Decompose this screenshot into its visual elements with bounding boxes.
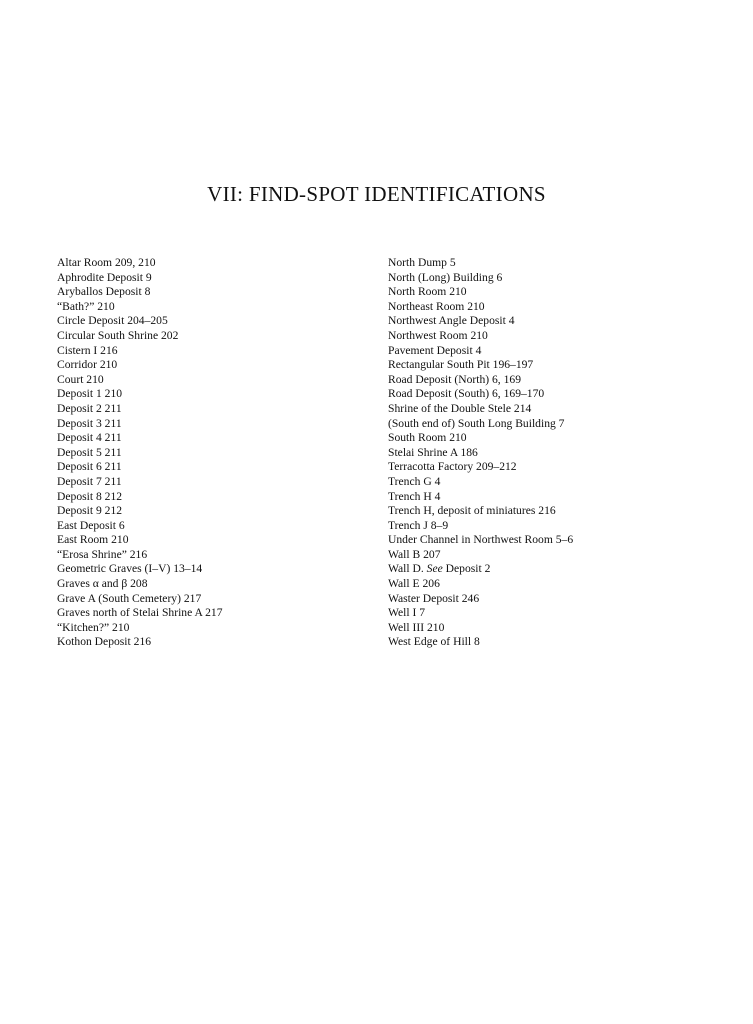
- index-entry: Northeast Room 210: [388, 299, 485, 313]
- index-entry: North Dump 5: [388, 256, 456, 269]
- index-entry: “Kitchen?” 210: [57, 620, 130, 634]
- index-entry: North Room 210: [388, 285, 467, 299]
- index-entry: Deposit 6 211: [57, 460, 122, 474]
- index-entry: Road Deposit (South) 6, 169–170: [388, 387, 545, 401]
- index-entry: Altar Room 209, 210: [57, 256, 156, 269]
- index-entry: “Bath?” 210: [57, 299, 115, 313]
- index-entry: Terracotta Factory 209–212: [388, 460, 517, 474]
- index-column-right: [388, 256, 718, 650]
- index-entry: Geometric Graves (I–V) 13–14: [57, 562, 203, 576]
- index-entry: Deposit 1 210: [57, 387, 123, 401]
- index-entry: Grave A (South Cemetery) 217: [57, 591, 202, 605]
- index-entry: Trench J 8–9: [388, 518, 449, 532]
- index-entry: East Room 210: [57, 533, 129, 547]
- index-entry: West Edge of Hill 8: [388, 635, 480, 649]
- index-entry: Road Deposit (North) 6, 169: [388, 372, 521, 386]
- index-entry: Deposit 8 212: [57, 489, 123, 503]
- index-entry: Deposit 3 211: [57, 416, 122, 430]
- index-entry: Northwest Room 210: [388, 328, 488, 342]
- index-entry: Pavement Deposit 4: [388, 343, 482, 357]
- index-entry: Circle Deposit 204–205: [57, 314, 168, 328]
- index-entry: Wall B 207: [388, 547, 441, 561]
- index-entry: Graves north of Stelai Shrine A 217: [57, 606, 223, 620]
- index-entry: Court 210: [57, 372, 104, 386]
- index-entry-wall-d: [388, 562, 718, 577]
- index-entry: Circular South Shrine 202: [57, 328, 179, 342]
- index-column-left: [57, 256, 357, 650]
- index-entry: Deposit 9 212: [57, 504, 123, 518]
- index-entry: North (Long) Building 6: [388, 270, 503, 284]
- index-entry: Deposit 4 211: [57, 431, 122, 445]
- index-entry: Wall E 206: [388, 577, 440, 591]
- see-reference: See: [426, 562, 443, 576]
- index-entry: East Deposit 6: [57, 518, 125, 532]
- page-title: VII: FIND-SPOT IDENTIFICATIONS: [207, 182, 546, 206]
- index-entry: Graves α and β 208: [57, 577, 148, 591]
- index-entry: Cistern I 216: [57, 343, 118, 357]
- index-entry: Waster Deposit 246: [388, 591, 480, 605]
- index-entry: “Erosa Shrine” 216: [57, 547, 148, 561]
- index-entry: Corridor 210: [57, 358, 118, 372]
- index-entry: Rectangular South Pit 196–197: [388, 358, 534, 372]
- entry-text: Wall D.: [388, 562, 427, 576]
- index-entry: Aryballos Deposit 8: [57, 285, 151, 299]
- index-entry: Trench G 4: [388, 474, 441, 488]
- index-entry: Kothon Deposit 216: [57, 635, 152, 649]
- index-entry: Trench H 4: [388, 489, 441, 503]
- index-entry: Well I 7: [388, 606, 426, 620]
- index-entry: Aphrodite Deposit 9: [57, 270, 152, 284]
- index-entry: Deposit 5 211: [57, 445, 122, 459]
- index-entry: Trench H, deposit of miniatures 216: [388, 504, 556, 518]
- index-entry: Deposit 2 211: [57, 401, 122, 415]
- index-entry: Northwest Angle Deposit 4: [388, 314, 515, 328]
- index-entry: Stelai Shrine A 186: [388, 445, 478, 459]
- index-entry: Well III 210: [388, 620, 445, 634]
- index-entry: Shrine of the Double Stele 214: [388, 401, 532, 415]
- entry-text: Deposit 2: [442, 562, 491, 576]
- index-entry: (South end of) South Long Building 7: [388, 416, 565, 430]
- index-entry: South Room 210: [388, 431, 467, 445]
- index-entry: Deposit 7 211: [57, 474, 122, 488]
- index-entry: Under Channel in Northwest Room 5–6: [388, 533, 574, 547]
